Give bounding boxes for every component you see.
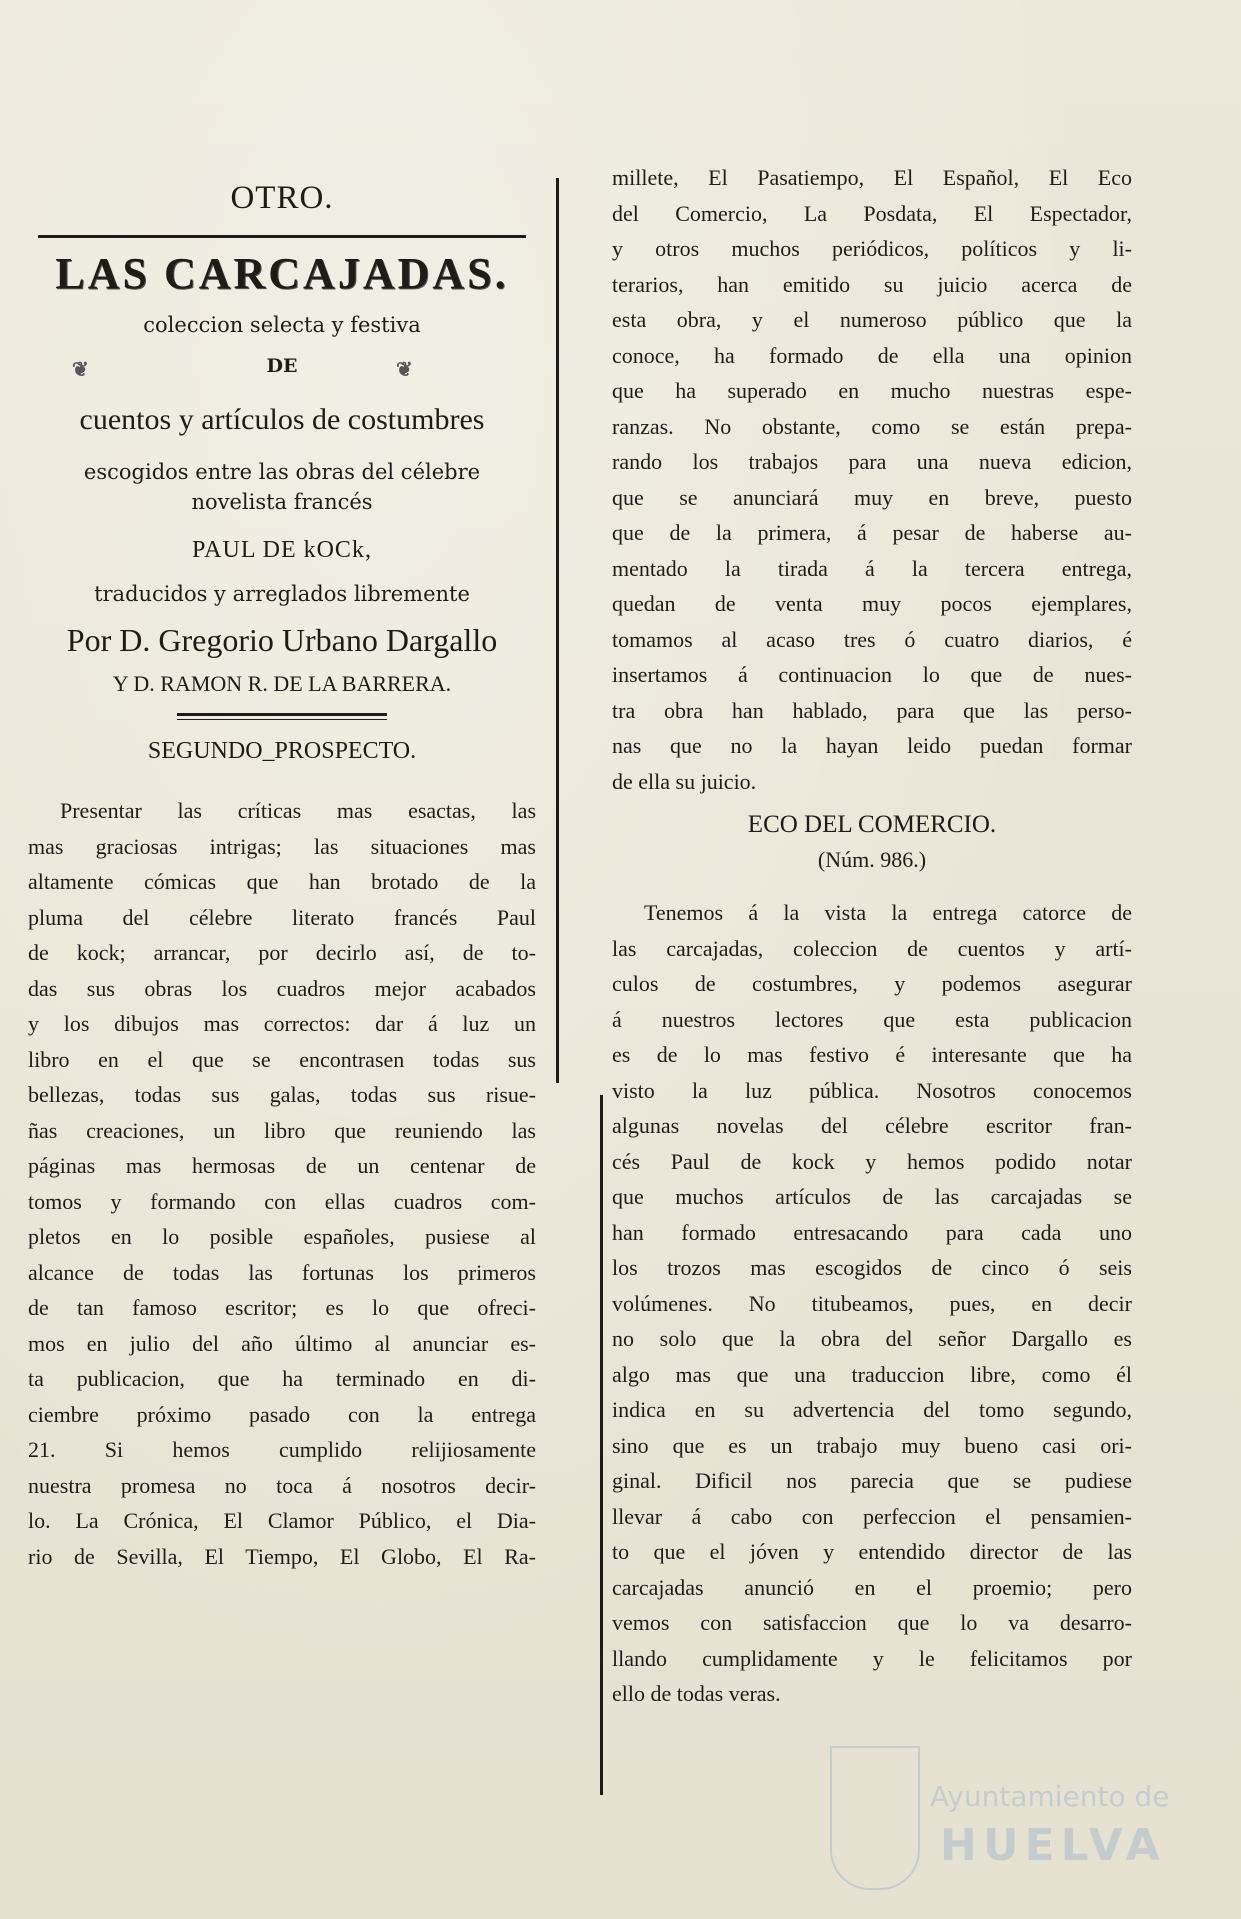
text-line: indica en su advertencia del tomo segundo, — [612, 1397, 1132, 1422]
column-divider-bottom — [600, 1095, 603, 1795]
text-line: los trozos mas escogidos de cinco ó seis — [612, 1255, 1132, 1280]
text-line: altamente cómicas que han brotado de la — [28, 869, 536, 894]
text-line: tomamos al acaso tres ó cuatro diarios, é — [612, 626, 1132, 652]
text-line: ciembre próximo pasado con la entrega — [28, 1401, 536, 1427]
text-line: de tan famoso escritor; es lo que ofreci- — [28, 1295, 536, 1320]
text-line: ginal. Dificil nos parecia que se pudiese — [612, 1468, 1132, 1493]
escogidos-line-2: novelista francés — [191, 490, 373, 514]
text-line: han formado entresacando para cada uno — [612, 1219, 1132, 1245]
text-line: to que el jóven y entendido director de las — [612, 1539, 1132, 1564]
text-line: das sus obras los cuadros mejor acabados — [28, 975, 536, 1001]
text-line: visto la luz pública. Nosotros conocemos — [612, 1077, 1132, 1103]
text-line: vemos con satisfaccion que lo va desarro- — [612, 1610, 1132, 1635]
text-line: lo. La Crónica, El Clamor Público, el Dia- — [28, 1508, 536, 1533]
text-line: páginas mas hermosas de un centenar de — [28, 1153, 536, 1178]
text-line: millete, El Pasatiempo, El Español, El Eco — [612, 165, 1132, 190]
text-line: quedan de venta muy pocos ejemplares, — [612, 591, 1132, 616]
text-line: ranzas. No obstante, como se están prepa- — [612, 413, 1132, 439]
text-line: á nuestros lectores que esta publicacion — [612, 1006, 1132, 1032]
text-line: bellezas, todas sus galas, todas sus risue- — [28, 1082, 536, 1107]
text-line: que se anunciará muy en breve, puesto — [612, 484, 1132, 510]
coat-of-arms-icon — [830, 1746, 920, 1890]
section-heading-otro: OTRO. — [230, 180, 334, 216]
escogidos-line-1: escogidos entre las obras del célebre — [83, 460, 481, 484]
text-line: conoce, ha formado de ella una opinion — [612, 342, 1132, 368]
thick-rule — [38, 235, 526, 238]
text-line: terarios, han emitido su juicio acerca de — [612, 271, 1132, 297]
watermark-line-2: HUELVA — [940, 1820, 1166, 1871]
text-line: Tenemos á la vista la entrega catorce de — [644, 900, 1132, 925]
de-row — [28, 355, 536, 395]
ornament-right-icon: ❦ — [396, 357, 413, 381]
text-line: rando los trabajos para una nueva edicion, — [612, 449, 1132, 474]
text-line: que muchos artículos de las carcajadas se — [612, 1184, 1132, 1209]
text-line: cés Paul de kock y hemos podido notar — [612, 1148, 1132, 1174]
subtitle: coleccion selecta y festiva — [143, 313, 421, 337]
text-line: llando cumplidamente y le felicitamos por — [612, 1645, 1132, 1671]
text-line: nuestra promesa no toca á nosotros decir- — [28, 1472, 536, 1498]
left-body-text — [28, 793, 536, 1574]
text-line: algo mas que una traduccion libre, como él — [612, 1361, 1132, 1387]
eco-heading: ECO DEL COMERCIO. — [747, 811, 997, 838]
text-line: mas graciosas intrigas; las situaciones mas — [28, 833, 536, 859]
double-rule — [177, 713, 387, 720]
text-line: es de lo mas festivo é interesante que ha — [612, 1042, 1132, 1067]
left-column — [28, 170, 536, 1574]
text-line: y otros muchos periódicos, políticos y li- — [612, 236, 1132, 261]
text-line: de ella su juicio. — [612, 768, 757, 794]
text-line: ta publicacion, que ha terminado en di- — [28, 1366, 536, 1391]
text-line: del Comercio, La Posdata, El Espectador, — [612, 200, 1132, 226]
text-line: que ha superado en mucho nuestras espe- — [612, 378, 1132, 403]
text-line: volúmenes. No titubeamos, pues, en decir — [612, 1290, 1132, 1316]
text-line: 21. Si hemos cumplido relijiosamente — [28, 1437, 536, 1462]
text-line: pluma del célebre literato francés Paul — [28, 904, 536, 930]
archive-watermark — [830, 1740, 1170, 1900]
translator-line: Por D. Gregorio Urbano Dargallo — [66, 622, 498, 658]
prospectus-heading: SEGUNDO_PROSPECTO. — [147, 738, 417, 764]
text-line: Presentar las críticas mas esactas, las — [60, 798, 536, 823]
text-line: algunas novelas del célebre escritor fran- — [612, 1113, 1132, 1138]
right-body-text-bottom — [612, 895, 1132, 1712]
text-line: las carcajadas, coleccion de cuentos y artí- — [612, 935, 1132, 961]
text-line: libro en el que se encontrasen todas sus — [28, 1046, 536, 1072]
text-line: de kock; arrancar, por decirlo así, de to- — [28, 940, 536, 965]
right-body-text-top — [612, 160, 1132, 799]
publication-title: LAS CARCAJADAS. — [55, 249, 509, 298]
column-divider-top — [556, 178, 559, 1083]
text-line: tra obra han hablado, para que las perso- — [612, 697, 1132, 723]
text-line: mos en julio del año último al anunciar es- — [28, 1330, 536, 1356]
text-line: no solo que la obra del señor Dargallo es — [612, 1326, 1132, 1351]
co-translator-line: Y D. RAMON R. DE LA BARRERA. — [112, 671, 452, 696]
text-line: y los dibujos mas correctos: dar á luz un — [28, 1011, 536, 1036]
de-label: DE — [266, 355, 298, 377]
text-line: que de la primera, á pesar de haberse au- — [612, 520, 1132, 545]
text-line: culos de costumbres, y podemos asegurar — [612, 971, 1132, 996]
right-column — [612, 160, 1132, 1712]
text-line: alcance de todas las fortunas los primeros — [28, 1259, 536, 1285]
text-line: insertamos á continuacion lo que de nues- — [612, 662, 1132, 687]
text-line: llevar á cabo con perfeccion el pensamien- — [612, 1503, 1132, 1529]
text-line: ello de todas veras. — [612, 1681, 781, 1706]
text-line: tomos y formando con ellas cuadros com- — [28, 1188, 536, 1214]
text-line: pletos en lo posible españoles, pusiese al — [28, 1224, 536, 1249]
text-line: nas que no la hayan leido puedan formar — [612, 733, 1132, 758]
eco-number: (Núm. 986.) — [817, 847, 927, 872]
text-line: rio de Sevilla, El Tiempo, El Globo, El Ra- — [28, 1543, 536, 1569]
author-name: PAUL DE kOCk, — [192, 537, 372, 563]
text-line: ñas creaciones, un libro que reuniendo las — [28, 1117, 536, 1143]
text-line: sino que es un trabajo muy bueno casi ori- — [612, 1432, 1132, 1458]
text-line: esta obra, y el numeroso público que la — [612, 307, 1132, 332]
cuentos-line: cuentos y artículos de costumbres — [79, 403, 485, 436]
escogidos-block — [28, 457, 536, 517]
ornament-left-icon: ❦ — [72, 357, 89, 381]
traducidos-line: traducidos y arreglados libremente — [94, 582, 470, 606]
text-line: mentado la tirada á la tercera entrega, — [612, 555, 1132, 581]
text-line: carcajadas anunció en el proemio; pero — [612, 1574, 1132, 1600]
watermark-line-1: Ayuntamiento de — [930, 1780, 1170, 1813]
